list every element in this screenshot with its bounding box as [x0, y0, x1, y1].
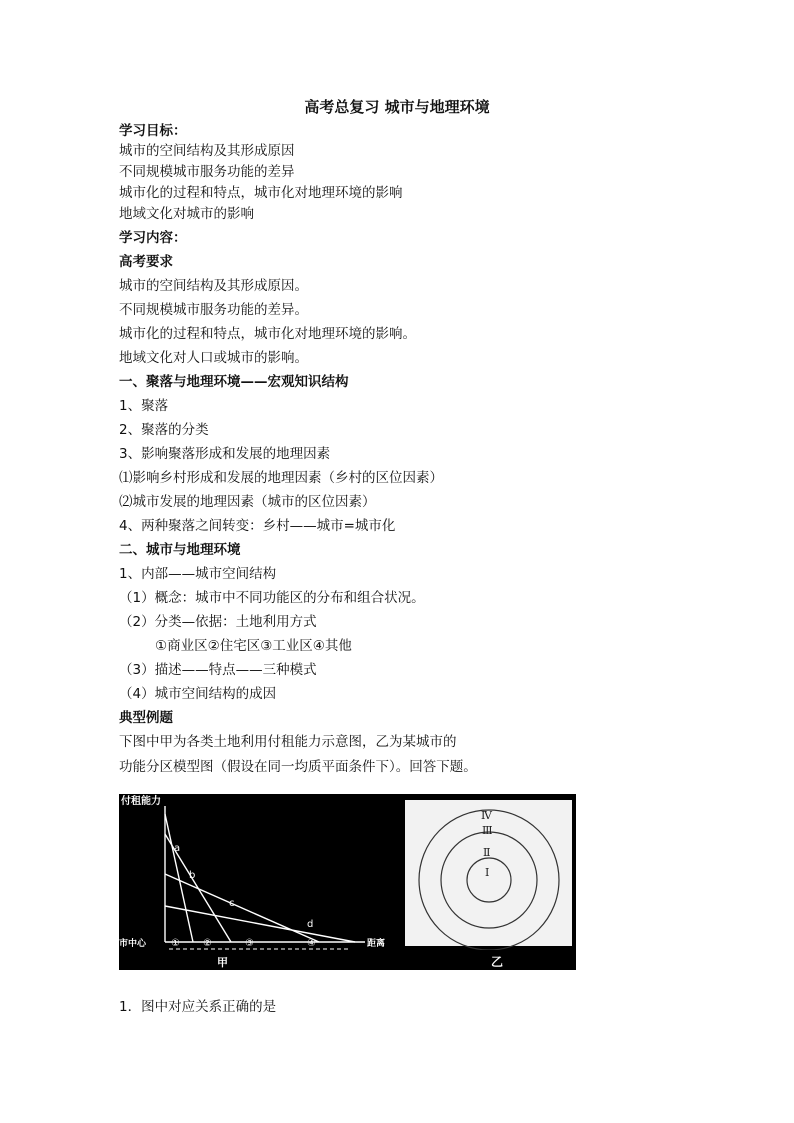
objective-item: 城市的空间结构及其形成原因 — [119, 143, 295, 159]
section1-item: ⑵城市发展的地理因素（城市的区位因素） — [119, 494, 376, 510]
ring-label-2: Ⅱ — [483, 846, 491, 859]
section2-item: ①商业区②住宅区③工业区④其他 — [155, 638, 352, 654]
ring-label-3: Ⅲ — [482, 824, 493, 837]
section1-item: ⑴影响乡村形成和发展的地理因素（乡村的区位因素） — [119, 470, 443, 486]
ring-label-1: Ⅰ — [485, 866, 490, 879]
section2-item: （2）分类—依据：土地利用方式 — [119, 614, 317, 630]
curve-label-d: d — [307, 919, 314, 930]
objective-item: 城市化的过程和特点，城市化对地理环境的影响 — [119, 185, 403, 201]
section1-item: 3、影响聚落形成和发展的地理因素 — [119, 446, 331, 462]
curve-c — [165, 874, 319, 942]
curve-d — [165, 906, 355, 942]
section1-item: 4、两种聚落之间转变：乡村——城市=城市化 — [119, 518, 396, 534]
section1-item: 1、聚落 — [119, 398, 169, 414]
origin-label: 市中心 — [119, 939, 147, 949]
caption-bar-right — [405, 950, 572, 968]
caption-right: 乙 — [491, 955, 504, 969]
section2-item: （4）城市空间结构的成因 — [119, 686, 277, 702]
curve-label-a: a — [174, 843, 181, 854]
zone-label-3: ③ — [245, 938, 254, 949]
x-axis-label: 距离 — [367, 939, 386, 949]
requirement-item: 地域文化对人口或城市的影响。 — [119, 350, 308, 366]
section2-item: （3）描述——特点——三种模式 — [119, 662, 317, 678]
objective-item: 地域文化对城市的影响 — [119, 206, 254, 222]
example-heading: 典型例题 — [119, 710, 173, 726]
section1-heading: 一、聚落与地理环境——宏观知识结构 — [119, 374, 349, 390]
page-title: 高考总复习 城市与地理环境 — [304, 98, 490, 116]
requirement-item: 城市的空间结构及其形成原因。 — [119, 278, 308, 294]
example-text: 功能分区模型图（假设在同一均质平面条件下）。回答下题。 — [119, 759, 477, 775]
section1-item: 2、聚落的分类 — [119, 422, 209, 438]
zone-label-2: ② — [203, 938, 212, 949]
requirements-heading: 高考要求 — [119, 254, 173, 270]
caption-left: 甲 — [217, 956, 228, 969]
zone-label-1: ① — [171, 938, 180, 949]
ring-label-4: Ⅳ — [481, 809, 492, 822]
section2-item: 1、内部——城市空间结构 — [119, 566, 277, 582]
y-axis-label: 付租能力 — [121, 796, 161, 807]
zone-label-4: ④ — [307, 938, 316, 949]
objective-item: 不同规模城市服务功能的差异 — [119, 164, 295, 180]
requirement-item: 城市化的过程和特点，城市化对地理环境的影响。 — [119, 326, 416, 342]
section2-heading: 二、城市与地理环境 — [119, 542, 241, 558]
requirement-item: 不同规模城市服务功能的差异。 — [119, 302, 308, 318]
example-figure — [119, 794, 576, 970]
content-heading: 学习内容： — [119, 230, 187, 246]
section2-item: （1）概念：城市中不同功能区的分布和组合状况。 — [119, 590, 425, 606]
curve-label-b: b — [189, 870, 196, 881]
example-text: 下图中甲为各类土地利用付租能力示意图，乙为某城市的 — [119, 734, 457, 750]
curve-label-c: c — [229, 898, 235, 909]
figure-svg — [119, 794, 576, 970]
question-text: 1．图中对应关系正确的是 — [119, 999, 277, 1015]
objectives-heading: 学习目标： — [119, 123, 187, 139]
